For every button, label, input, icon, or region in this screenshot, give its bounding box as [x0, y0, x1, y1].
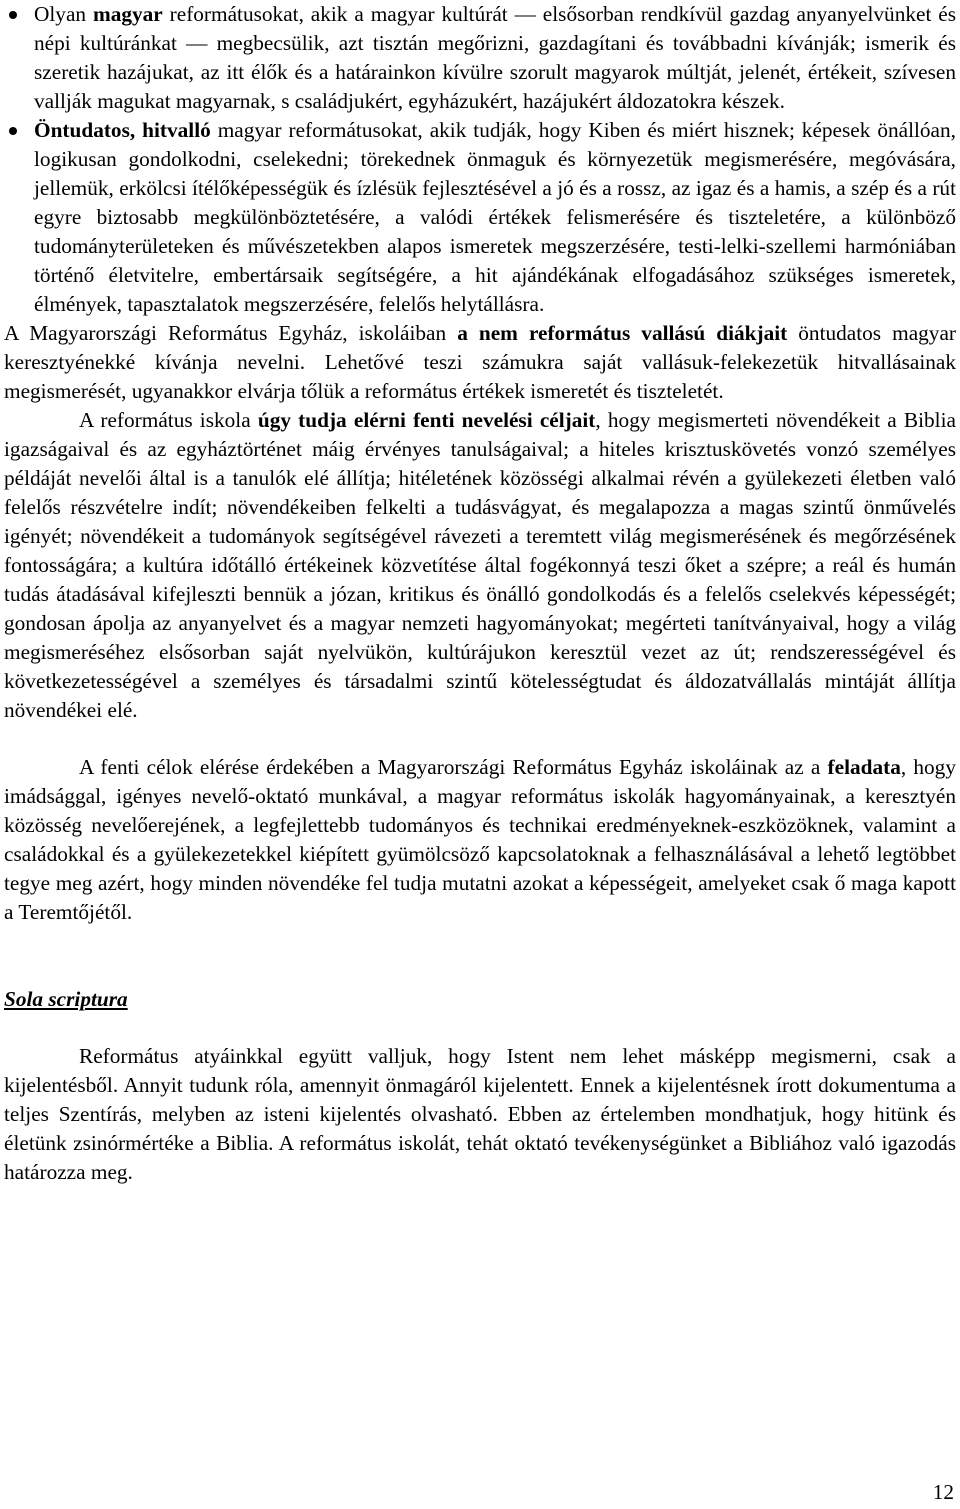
paragraph-emphasis: feladata [827, 755, 901, 779]
paragraph-text: A fenti célok elérése érdekében a Magyarországi Református Egyház iskoláinak az a [79, 755, 828, 779]
paragraph-text: öntudatos magyar keresztyénekké kívánja nevelni. Lehetővé teszi számukra saját vallásuk-felekezetük hitvallásainak megismerését, ugyanakkor elvárja tőlük a református értékek ismeretét és tiszteletét. [4, 321, 956, 403]
paragraph-text: , hogy imádsággal, igényes nevelő-oktató munkával, a magyar református iskolák hagyományainak, a keresztyén közösség nevelőerejének, a legfejlettebb tudományos és technikai eredményeknek-eszközöknek, valamint a családokkal és a gyülekezetekkel kiépített gyümölcsöző kapcsolatoknak a felhasználásával a lehető legtöbbet tegye meg azért, hogy minden növendéke fel tudja mutatni azokat a képességeit, amelyeket csak ő maga kapott a Teremtőjétől. [4, 755, 956, 924]
paragraph-text: A református iskola [79, 408, 258, 432]
spacer [4, 725, 956, 753]
document-page [4, 0, 956, 1187]
section-heading: Sola scriptura [4, 987, 128, 1011]
paragraph-emphasis: a nem református vallású diákjait [457, 321, 788, 345]
bullet-item-ontudatos [4, 116, 956, 319]
bullet-emphasis: Öntudatos, hitvalló [34, 118, 211, 142]
bullet-item-magyar [4, 0, 956, 116]
paragraph-feladat [4, 753, 956, 927]
paragraph-nevelesi-celok [4, 406, 956, 725]
spacer [4, 927, 956, 985]
paragraph-text: A Magyarországi Református Egyház, iskoláiban [4, 321, 458, 345]
spacer [4, 1014, 956, 1042]
bullet-emphasis: magyar [92, 2, 163, 26]
bullet-lead-text: Olyan [34, 2, 93, 26]
page-number: 12 [932, 1480, 954, 1504]
paragraph-sola-scriptura: Református atyáinkkal együtt valljuk, hogy Istent nem lehet másképp megismerni, csak a kijelentésből. Annyit tudunk róla, amennyit önmagáról kijelentett. Ennek a kijelentésnek írott dokumentuma a teljes Szentírás, melyben az isteni kijelentés olvasható. Ebben az értelemben mondhatjuk, hogy hitünk és életünk zsinórmértéke a Biblia. A református iskolát, tehát oktató tevékenységünket a Bibliához való igazodás határozza meg. [4, 1044, 956, 1184]
paragraph-nem-reformatus [4, 319, 956, 406]
paragraph-emphasis: úgy tudja elérni fenti nevelési céljait [257, 408, 596, 432]
bullet-dot-icon [9, 127, 17, 135]
bullet-body-text: magyar reformátusokat, akik tudják, hogy Kiben és miért hisznek; képesek önállóan, logikusan gondolkodni, cselekedni; törekednek önmaguk és környezetük megismerésére, megóvására, jellemük, erkölcsi ítélőképességük és ízlésük fejlesztésével a jó és a rossz, az igaz és a hamis, a szép és a rút egyre biztosabb megkülönböztetésére, a valódi értékek felismerésére és tiszteletére, a különböző tudományterületeken és művészetekben alapos ismeretek megszerzésére, testi-lelki-szellemi harmóniában történő életvitelre, embertársaik segítségére, a hit ajándékának elfogadásához szükséges ismeretek, élmények, tapasztalatok megszerzésére, felelős helytállásra. [34, 118, 956, 316]
goal-bullet-list [4, 0, 956, 319]
bullet-body-text: reformátusokat, akik a magyar kultúrát — elsősorban rendkívül gazdag anyanyelvünket és népi kultúránkat — megbecsülik, azt tisztán megőrizni, gazdagítani és továbbadni kívánják; ismerik és szeretik hazájukat, az itt élők és a határainkon kívülre szorult magyarok múltját, jelenét, értékeit, szívesen vallják magukat magyarnak, s családjukért, egyházukért, hazájukért áldozatokra készek. [34, 2, 956, 113]
paragraph-text: , hogy megismerteti növendékeit a Biblia igazságaival és az egyháztörténet máig érvényes tanulságaival; a hiteles krisztuskövetés vonzó személyes példáját nevelői által is a tanulók elé állítja; hitéletének közösségi alkalmai révén a gyülekezeti életben való felelős részvételre indít; növendékeiben felkelti a tudásvágyat, és megalapozza a magas szintű önművelés igényét; növendékeit a tudományok segítségével rávezeti a teremtett világ megismerésének és megőrzésének fontosságára; a kultúra időtálló értékeinek közvetítése által fogékonnyá teszi őket a szépre; a reál és humán tudás átadásával kifejleszti bennük a józan, kritikus és önálló gondolkodás és a felelős cselekvés képességét; gondosan ápolja az anyanyelvet és a magyar nemzeti hagyományokat; megérteti tanítványaival, hogy a világ megismeréséhez elsősorban saját nyelvükön, kultúrájukon keresztül vezet az út; rendszerességével és következetességével a személyes és társadalmi szintű kötelességtudat és áldozatvállalás mintáját állítja növendékei elé. [4, 408, 956, 722]
bullet-dot-icon [9, 11, 17, 19]
